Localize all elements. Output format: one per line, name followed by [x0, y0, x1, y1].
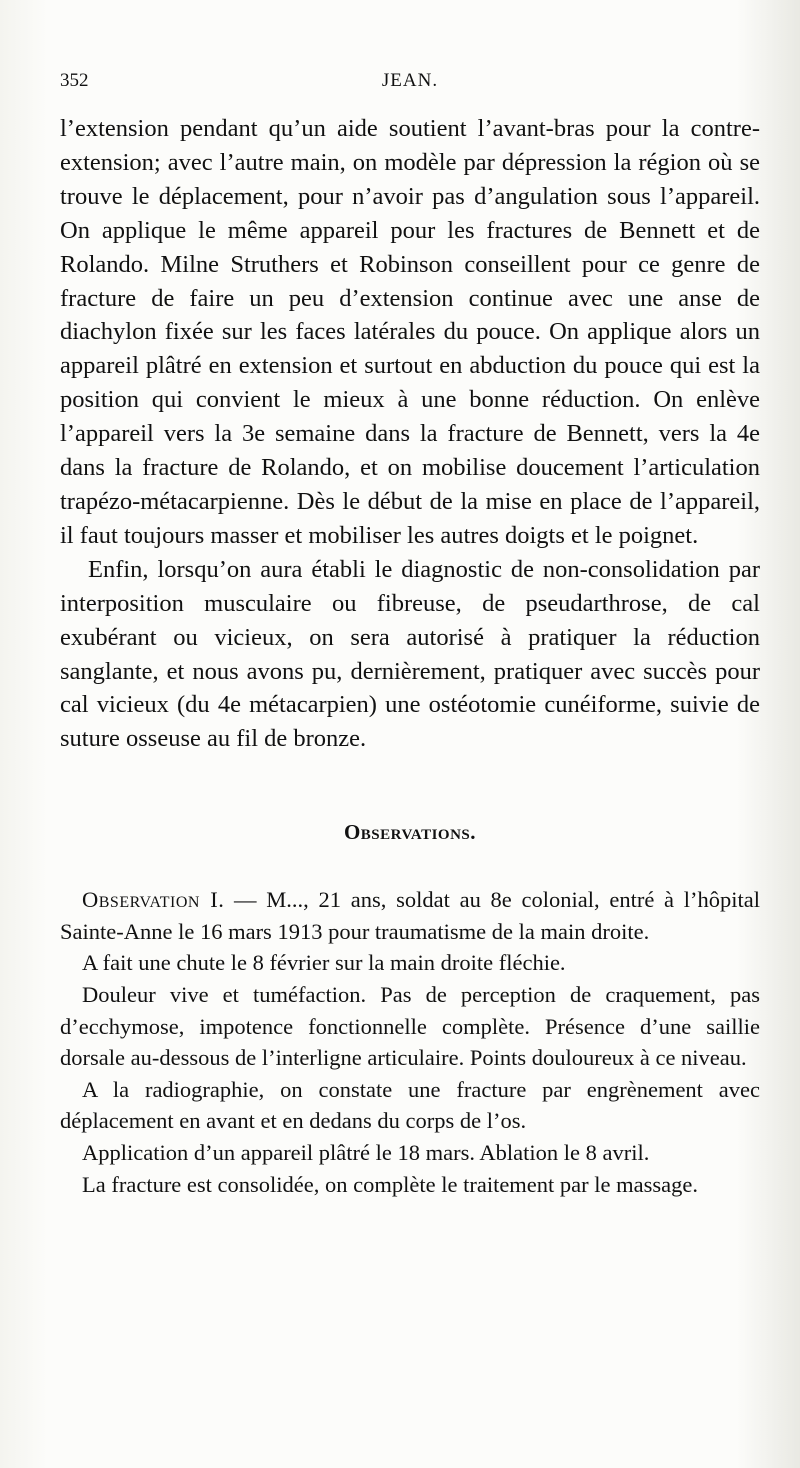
observation-label: Observation I.	[82, 887, 225, 913]
observation-intro-text: — M..., 21 ans, soldat au 8e colonial, entré à l’hôpital Sainte-Anne le 16 mars 1913 pour traumatisme de la main droite.	[60, 887, 760, 944]
running-title: JEAN.	[381, 70, 439, 91]
body-text	[60, 112, 760, 1200]
observation-paragraph: Douleur vive et tuméfaction. Pas de perception de craquement, pas d’ecchymose, impotence fonctionnelle complète. Présence d’une saillie dorsale au-dessous de l’interligne articulaire. Points douloureux à ce niveau.	[60, 982, 760, 1071]
page-number: 352	[60, 70, 89, 91]
page-header	[60, 70, 760, 100]
main-paragraph-1: l’extension pendant qu’un aide soutient l’avant-bras pour la contre-extension; avec l’autre main, on modèle par dépression la région où se trouve le déplacement, pour n’avoir pas d’angulation sous l’appareil. On applique le même appareil pour les fractures de Bennett et de Rolando. Milne Struthers et Robinson conseillent pour ce genre de fracture de faire un peu d’extension continue avec une anse de diachylon fixée sur les faces latérales du pouce. On applique alors un appareil plâtré en extension et surtout en abduction du pouce qui est la position qui convient le mieux à une bonne réduction. On enlève l’appareil vers la 3e semaine dans la fracture de Bennett, vers la 4e dans la fracture de Rolando, et on mobilise doucement l’articulation trapézo-métacarpienne. Dès le début de la mise en place de l’appareil, il faut toujours masser et mobiliser les autres doigts et le poignet.	[60, 115, 760, 549]
observation-paragraph: A la radiographie, on constate une fracture par engrènement avec déplacement en avant et en dedans du corps de l’os.	[60, 1076, 760, 1134]
section-heading: Observations.	[343, 820, 477, 845]
main-text	[60, 112, 760, 756]
main-paragraph-2: Enfin, lorsqu’on aura établi le diagnostic de non-consolidation par interposition musculaire ou fibreuse, de pseudarthrose, de cal exubérant ou vicieux, on sera autorisé à pratiquer la réduction sanglante, et nous avons pu, dernièrement, pratiquer avec succès pour cal vicieux (du 4e métacarpien) une ostéotomie cunéiforme, suivie de suture osseuse au fil de bronze.	[60, 555, 760, 753]
observation-intro	[60, 884, 760, 947]
observation-paragraph: A fait une chute le 8 février sur la main droite fléchie.	[82, 950, 566, 976]
observation-paragraph: Application d’un appareil plâtré le 18 mars. Ablation le 8 avril.	[82, 1139, 650, 1165]
observation-block	[60, 884, 760, 1200]
observation-paragraph: La fracture est consolidée, on complète le traitement par le massage.	[82, 1171, 698, 1197]
